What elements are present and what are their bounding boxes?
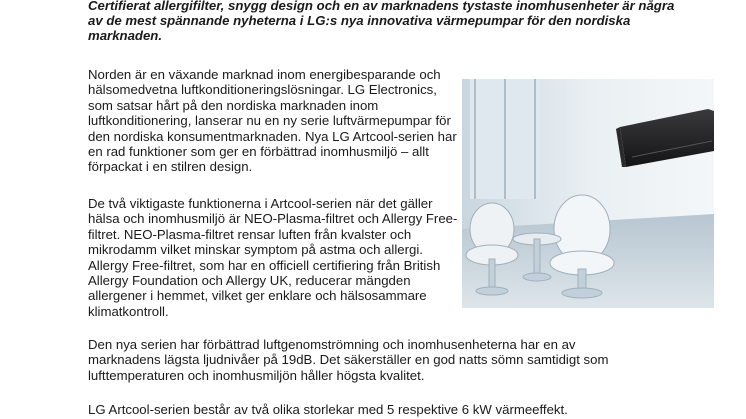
article-lead: Certifierat allergifilter, snygg design och en av marknadens tystaste inomhusenheter är några av de mest spännande nyheterna i LG:s nya innovativa värmepumpar för den nordiska marknaden.	[88, 0, 675, 43]
paragraph-noise: Den nya serien har förbättrad luftgenomströmning och inomhusenheterna har en av marknadens lägsta ljudnivåer på 19dB. Det säkerställer en god natts sömn samtidigt som lufttemperaturen och inomhusmiljön håller högsta kvalitet.	[88, 337, 609, 383]
product-photo	[462, 79, 714, 308]
paragraph-sizes: LG Artcool-serien består av två olika storlekar med 5 respektive 6 kW värmeeffekt.	[88, 402, 568, 417]
paragraph-intro: Norden är en växande marknad inom energibesparande och hälsomedvetna luftkonditioneringslösningar. LG Electronics, som satsar hårt på den nordiska marknaden inom luftkonditionering, lanserar nu en ny serie luftvärmepumpar för den nordiska konsumentmarknaden. Nya LG Artcool-serien har en rad funktioner som ger en förbättrad inomhusmiljö – allt förpackat i en stilren design.	[88, 67, 457, 175]
paragraph-filters: De två viktigaste funktionerna i Artcool-serien när det gäller hälsa och inomhusmiljö är NEO-Plasma-filtret och Allergy Free-filtret. NEO-Plasma-filtret rensar luften från kvalster och mikrodamm vilket minskar symptom på astma och allergi. Allergy Free-filtret, som har en officiell certifiering från British Allergy Foundation och Allergy UK, reducerar mängden allergener i hemmet, vilket ger enklare och hälsosammare klimatkontroll.	[88, 196, 458, 319]
